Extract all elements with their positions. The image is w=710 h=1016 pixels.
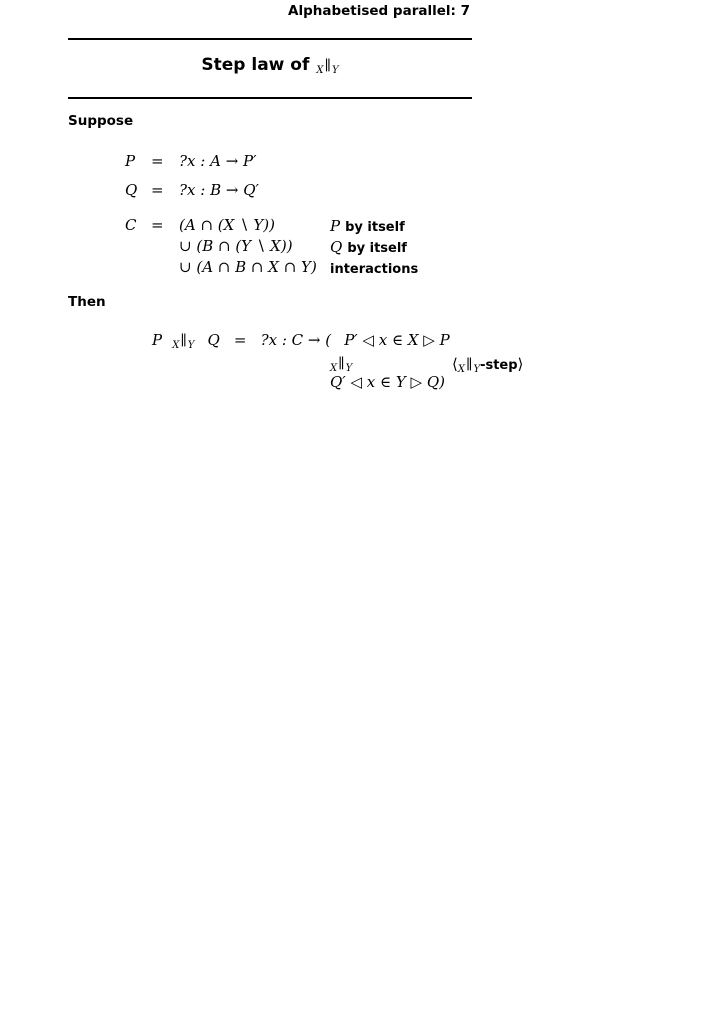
annotation-text: interactions	[330, 262, 419, 277]
parallel-operator-notation	[330, 353, 352, 372]
header-label: Alphabetised parallel: 7	[288, 3, 470, 19]
annotation-interactions	[330, 258, 418, 277]
law-lhs-q: Q	[207, 331, 220, 349]
title-text: Step law of	[201, 55, 310, 75]
parallel-operator-notation	[458, 354, 480, 373]
definition-c-expr-1: (A ∩ (X ∖ Y))	[179, 216, 276, 234]
annotation-p-by-itself	[330, 216, 405, 235]
parallel-right-subscript: Y	[331, 65, 339, 76]
parallel-left-subscript: X	[457, 364, 465, 375]
equation-q-rhs: ?x : B → Q′	[179, 181, 259, 199]
parallel-right-subscript: Y	[473, 364, 481, 375]
title-rule-bottom	[68, 97, 472, 99]
definition-c-expr-2: ∪ (B ∩ (Y ∖ X))	[179, 237, 293, 255]
parallel-left-subscript: X	[172, 340, 180, 351]
annotation-text: by itself	[345, 220, 405, 235]
definition-c-line-2	[0, 237, 710, 257]
parallel-bars-icon: ∥	[180, 333, 187, 349]
parallel-operator-notation	[172, 330, 194, 351]
step-law-line-1	[152, 330, 450, 351]
rule-name-suffix: -step	[480, 358, 518, 373]
annotation-text: by itself	[347, 241, 407, 256]
parallel-bars-icon: ∥	[338, 356, 345, 372]
parallel-bars-icon: ∥	[324, 58, 331, 74]
law-branch-1: P′ ◁ x ∈ X ▷ P	[344, 331, 450, 349]
equals-sign: =	[233, 331, 247, 349]
step-law-line-2	[330, 353, 352, 374]
then-label: Then	[68, 294, 106, 310]
law-branch-2: Q′ ◁ x ∈ Y ▷ Q)	[330, 373, 445, 391]
equation-q	[0, 181, 710, 201]
parallel-operator-notation	[316, 56, 338, 74]
step-law-line-3	[330, 372, 445, 391]
definition-c-line-1	[0, 216, 710, 236]
parallel-right-subscript: Y	[187, 340, 195, 351]
law-rhs-prefix: ?x : C → (	[260, 331, 332, 349]
equation-p	[0, 152, 710, 172]
parallel-right-subscript: Y	[345, 363, 353, 374]
equation-q-lhs: Q	[125, 181, 138, 199]
definition-c-line-3	[0, 258, 710, 278]
equals-sign: =	[151, 152, 164, 170]
parallel-left-subscript: X	[316, 65, 324, 76]
equation-p-lhs: P	[125, 152, 136, 170]
equation-p-rhs: ?x : A → P′	[179, 152, 257, 170]
definition-c-expr-3: ∪ (A ∩ B ∩ X ∩ Y)	[179, 258, 317, 276]
equals-sign: =	[151, 216, 164, 234]
parallel-bars-icon: ∥	[465, 357, 473, 373]
suppose-label: Suppose	[68, 113, 134, 129]
annotation-variable: Q	[330, 238, 343, 256]
equals-sign: =	[151, 181, 164, 199]
page-title	[68, 55, 472, 76]
annotation-variable: P	[330, 217, 341, 235]
annotation-q-by-itself	[330, 237, 407, 256]
law-lhs-p: P	[152, 331, 163, 349]
definition-c-lhs: C	[125, 216, 137, 234]
parallel-left-subscript: X	[330, 363, 338, 374]
law-rule-name	[452, 354, 523, 375]
title-rule-top	[68, 38, 472, 40]
open-angle-bracket-icon: ⟨	[452, 355, 458, 373]
close-angle-bracket-icon: ⟩	[517, 355, 524, 373]
